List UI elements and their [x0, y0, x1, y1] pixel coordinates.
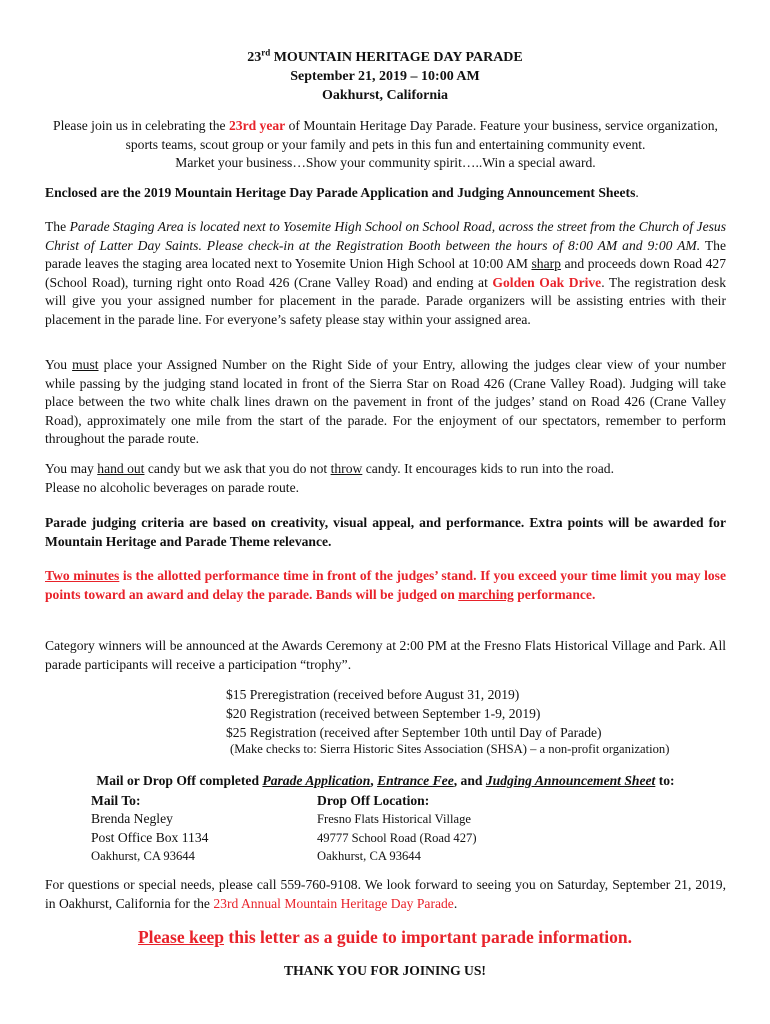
event-title [0, 48, 770, 67]
judging-sheet-text: Judging Announcement Sheet [485, 773, 656, 788]
edition-suffix: rd [261, 47, 271, 58]
event-location: Oakhurst, California [321, 88, 448, 103]
number-paragraph: You must place your Assigned Number on the Right Side of your Entry, allowing the judges clear view of your number while passing by the judging stand located in front of the Sierra Star on Road 426 (Crane Valley Road). Judging will take place between the two white chalk lines drawn on the pavement in front of the judges’ stand on Road 426 (Crane Valley Road), approximately one mile from the start of the parade. For the enjoyment of our spectators, remember to perform throughout the parade route. [45, 357, 727, 447]
check-payee-note: (Make checks to: Sierra Historic Sites Association (SHSA) – a non-profit organization) [230, 742, 670, 756]
mail-to-city: Oakhurst, CA 93644 [91, 849, 195, 864]
drop-off-address [317, 792, 477, 866]
mail-to-po-box: Post Office Box 1134 [91, 829, 209, 845]
drop-off-city: Oakhurst, CA 93644 [317, 849, 421, 864]
mail-to-name: Brenda Negley [91, 811, 173, 827]
golden-oak-highlight: Golden Oak Drive [492, 274, 602, 290]
marching-underlined: marching [458, 586, 514, 602]
staging-italic: Parade Staging Area is located next to Yosemite High School on School Road, across the street from the Church of Jesus Christ of Latter Day Saints. Please check-in at the Registration Booth between the hours of 8:00 AM and 9:00 AM. [45, 219, 726, 253]
parade-application-link-text: Parade Application [262, 773, 371, 788]
keep-letter-notice: Please keep this letter as a guide to important parade information. [137, 927, 633, 947]
sharp-underlined: sharp [531, 256, 561, 272]
must-underlined: must [72, 357, 99, 372]
drop-off-heading: Drop Off Location: [317, 793, 430, 808]
fee-registration: $20 Registration (received between September 1-9, 2019) [226, 706, 541, 721]
drop-off-place: Fresno Flats Historical Village [317, 812, 471, 827]
fee-preregistration: $15 Preregistration (received before August 31, 2019) [226, 687, 520, 702]
intro-highlight: 23rd year [228, 118, 286, 133]
mail-to-heading: Mail To: [91, 793, 141, 808]
fee-late-registration: $25 Registration (received after September 10th until Day of Parade) [226, 725, 602, 740]
staging-paragraph: The Parade Staging Area is located next to Yosemite High School on School Road, across the street from the Church of Jesus Christ of Latter Day Saints. Please check-in at the Registration Booth between the hours of 8:00 AM and 9:00 AM. The parade leaves the staging area located next to Yosemite Union High School at 10:00 AM sharp and proceeds down Road 427 (School Road), turning right onto Road 426 (Crane Valley Road) and ending at Golden Oak Drive. The registration desk will give you your assigned number for placement in the parade. Parade organizers will be assisting entries with their placement in the parade line. For everyone’s safety please stay within your assigned area. [45, 219, 726, 327]
event-title-text: MOUNTAIN HERITAGE DAY PARADE [270, 50, 523, 65]
two-minutes-underlined: Two minutes [45, 568, 120, 583]
annual-parade-highlight: 23rd Annual Mountain Heritage Day Parade [213, 895, 454, 911]
intro-tagline: Market your business…Show your community spirit…..Win a special award. [175, 155, 596, 171]
mail-to-address [91, 792, 208, 866]
mail-instructions: Mail or Drop Off completed Parade Application, Entrance Fee, and Judging Announcement Sheet to: [96, 773, 675, 788]
drop-off-street: 49777 School Road (Road 427) [317, 830, 477, 845]
throw-underlined: throw [330, 461, 363, 476]
enclosed-line: Enclosed are the 2019 Mountain Heritage Day Parade Application and Judging Announcement Sheets. [45, 185, 639, 200]
time-limit-paragraph: Two minutes is the allotted performance time in front of the judges’ stand. If you exceed your time limit you may lose points toward an award and delay the parade. Bands will be judged on marching performance. [45, 568, 726, 602]
event-date: September 21, 2019 – 10:00 AM [290, 69, 480, 84]
candy-paragraph: You may hand out candy but we ask that you do not throw candy. It encourages kids to run into the road. Please no alcoholic beverages on parade route. [45, 461, 614, 495]
edition-number: 23 [247, 50, 262, 65]
questions-paragraph: For questions or special needs, please call 559-760-9108. We look forward to seeing you on Saturday, September 21, 2019, in Oakhurst, California for the 23rd Annual Mountain Heritage Day Parade. [45, 877, 726, 911]
criteria-paragraph: Parade judging criteria are based on creativity, visual appeal, and performance. Extra points will be awarded for Mountain Heritage and Parade Theme relevance. [45, 515, 726, 549]
entrance-fee-text: Entrance Fee [377, 773, 454, 788]
please-keep-underlined: Please keep [137, 927, 225, 947]
hand-out-underlined: hand out [97, 461, 145, 476]
winners-paragraph: Category winners will be announced at the Awards Ceremony at 2:00 PM at the Fresno Flats Historical Village and Park. All parade participants will receive a participation “trophy”. [45, 638, 726, 672]
intro-paragraph: Please join us in celebrating the 23rd year of Mountain Heritage Day Parade. Feature your business, service organization, sports teams, scout group or your family and pets in this fun and entertaining community event. Market your business…Show your community spirit…..Win a special award. [53, 118, 718, 171]
thank-you-closing: THANK YOU FOR JOINING US! [284, 963, 486, 978]
